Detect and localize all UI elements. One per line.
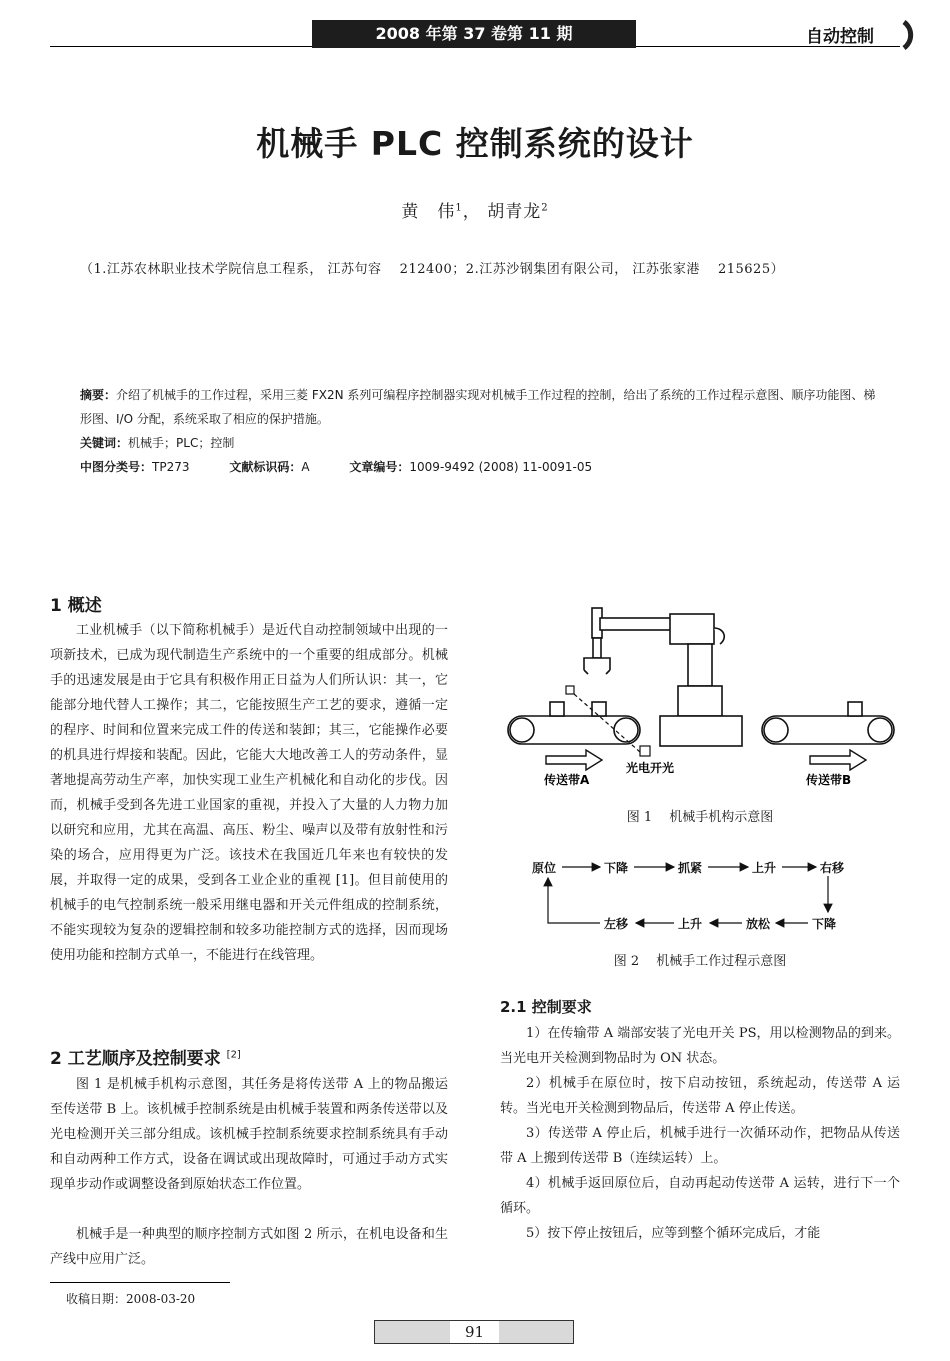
conveyor-belt-b xyxy=(762,702,894,744)
flow-arrows xyxy=(548,867,828,923)
conveyor-belt-a xyxy=(508,702,640,744)
section-heading-text: 2 工艺顺序及控制要求 xyxy=(50,1049,221,1069)
requirements-list xyxy=(500,1021,900,1246)
classification-line xyxy=(80,455,900,479)
doc-code-value: A xyxy=(301,460,310,474)
abstract-text: 介绍了机械手的工作过程，采用三菱 FX2N 系列可编程序控制器实现对机械手工作过程的控制，给出了系统的工作过程示意图、顺序功能图、梯形图、I/O 分配，系统采取了相应的保护措施。 xyxy=(80,388,876,426)
author-name: 胡青龙 xyxy=(487,202,542,222)
abstract-label: 摘要： xyxy=(80,388,117,402)
figure-2-process-flow xyxy=(500,850,900,940)
label-sensor: 光电开光 xyxy=(626,761,675,775)
journal-logo: 自动控制 xyxy=(806,27,874,47)
issue-banner: 2008 年第 37 卷第 11 期 xyxy=(312,20,636,48)
section-heading: 1 概述 xyxy=(50,596,102,616)
doc-code-label: 文献标识码： xyxy=(229,460,302,474)
flow-step: 抓紧 xyxy=(678,861,703,875)
keywords xyxy=(80,431,880,455)
author-line: 黄 伟$^1$， 胡青龙$^2$ xyxy=(401,202,549,222)
section-heading xyxy=(50,1044,241,1069)
flow-step: 下降 xyxy=(604,861,629,875)
article-title: 机械手 PLC 控制系统的设计 xyxy=(256,124,694,163)
abstract xyxy=(80,383,880,431)
page-number-shade-left xyxy=(375,1321,450,1343)
figure-caption: 图 2 机械手工作过程示意图 xyxy=(613,954,787,969)
keywords-label: 关键词： xyxy=(80,436,129,450)
flow-step: 原位 xyxy=(532,861,557,875)
direction-arrow-b-icon xyxy=(810,750,866,770)
body-paragraph: 机械手是一种典型的顺序控制方式如图 2 所示，在机电设备和生产线中应用广泛。 xyxy=(50,1227,448,1267)
article-no-label: 文章编号： xyxy=(349,460,410,474)
figure-caption: 图 1 机械手机构示意图 xyxy=(626,810,774,825)
page-number-shade-right xyxy=(499,1321,573,1343)
page-number: 91 xyxy=(464,1323,485,1341)
figure-1-manipulator-diagram xyxy=(500,600,910,800)
subsection-heading: 2.1 控制要求 xyxy=(500,998,592,1016)
received-date-footnote: 收稿日期：2008-03-20 xyxy=(66,1292,196,1306)
citation-ref: [2] xyxy=(226,1049,241,1061)
label-belt-a: 传送带A xyxy=(544,773,590,787)
flow-step: 右移 xyxy=(820,861,845,875)
keywords-text: 机械手；PLC；控制 xyxy=(128,436,235,450)
flow-step: 上升 xyxy=(752,861,777,875)
body-paragraph: 图 1 是机械手机构示意图，其任务是将传送带 A 上的物品搬运至传送带 B 上。该机械手控制系统是由机械手装置和两条传送带以及光电检测开关三部分组成。该机械手控制系统要求控制系统具有手动和自动两种工作方式，设备在调试或出现故障时，可通过手动方式实现单步动作或调整设备到原始状态工作位置。 xyxy=(50,1077,448,1192)
list-item: 5）按下停止按钮后，应等到整个循环完成后，才能 xyxy=(526,1226,821,1241)
clc-value: TP273 xyxy=(152,460,190,474)
body-paragraph: 工业机械手（以下简称机械手）是近代自动控制领域中出现的一项新技术，已成为现代制造生产系统中的一个重要的组成部分。机械手的迅速发展是由于它具有积极作用正日益为人们所认识：其一，它能部分地代替人工操作；其二，它能按照生产工艺的要求，遵循一定的程序、时间和位置来完成工件的传送和装卸；其三，它能操作必要的机具进行焊接和装配。因此，它能大大地改善工人的劳动条件，显著地提高劳动生产率，加快实现工业生产机械化和自动化的步伐。因而，机械手受到各先进工业国家的重视，并投入了大量的人力物力加以研究和应用，尤其在高温、高压、粉尘、噪声以及带有放射性和污染的场合，应用得更为广泛。该技术在我国近几年来也有较快的发展，并取得一定的成果，受到各工业企业的重视 [1]。但目前使用的机械手的电气控制系统一般采用继电器和开关元件组成的控制系统，不能实现较为复杂的逻辑控制和较多功能控制方式的选择，因而现场使用功能和控制方式单一，不能进行在线管理。 xyxy=(50,623,448,963)
footnote-rule xyxy=(50,1282,230,1283)
label-belt-b: 传送带B xyxy=(806,773,852,787)
author-name: 黄 伟 xyxy=(401,202,456,222)
flow-step: 下降 xyxy=(812,917,837,931)
list-item: 4）机械手返回原位后，自动再起动传送带 A 运转，进行下一个循环。 xyxy=(500,1176,900,1216)
list-item: 3）传送带 A 停止后，机械手进行一次循环动作，把物品从传送带 A 上搬到传送带 B（连续运转）上。 xyxy=(500,1126,900,1166)
list-item: 2）机械手在原位时，按下启动按钮，系统起动，传送带 A 运转。当光电开关检测到物品后，传送带 A 停止传送。 xyxy=(500,1076,900,1116)
affiliation: （1.江苏农林职业技术学院信息工程系， 江苏句容 212400；2.江苏沙钢集团有限公司， 江苏张家港 215625） xyxy=(80,262,785,277)
flow-step: 左移 xyxy=(604,917,629,931)
article-no-value: 1009-9492 (2008) 11-0091-05 xyxy=(409,460,593,474)
list-item: 1）在传输带 A 端部安装了光电开关 PS，用以检测物品的到来。当光电开关检测到物品时为 ON 状态。 xyxy=(500,1026,900,1066)
author-affil-mark: 2 xyxy=(541,202,549,214)
clc-label: 中图分类号： xyxy=(80,460,153,474)
author-affil-mark: 1 xyxy=(455,202,463,214)
flow-step: 上升 xyxy=(678,917,703,931)
flow-step: 放松 xyxy=(746,917,771,931)
direction-arrow-a-icon xyxy=(546,750,602,770)
